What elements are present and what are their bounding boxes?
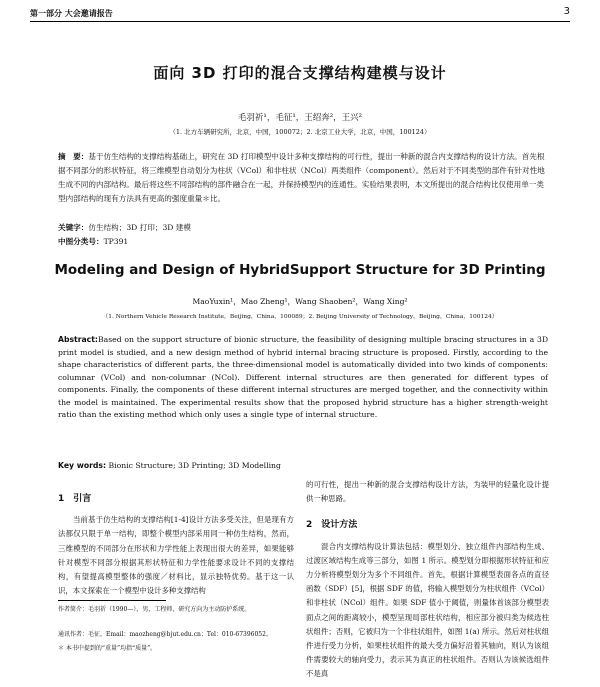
page-number: 3	[563, 6, 570, 17]
chinese-keywords-label: 关键字：	[58, 223, 89, 232]
footnote-rule	[58, 600, 166, 601]
classification-label: 中图分类号：	[58, 237, 104, 246]
footnote-weight-note: ＊ 本书中提到的“重量”均指“质量”。	[58, 645, 157, 652]
chinese-keywords	[58, 222, 548, 233]
chinese-affiliation: （1. 北方车辆研究所，北京，中国，100072；2. 北京工业大学，北京，中国，100124）	[169, 128, 431, 136]
english-abstract-text: Based on the support structure of bionic structure, the feasibility of designing multiple bracing structures in a 3D print model is studied, and a new design method of hybrid internal bracing structure is proposed. Firstly, according to the shape characteristics of different parts, the three-dimensional model is automatically divided into two kinds of components: columnar (VCol) and non-columnar (NCol). Different internal structures are then generated for different types of components. Finally, the components of these different internal structures are merged together, and the connectivity within the model is maintained. The experimental results show that the proposed hybrid structure has a higher strength-weight ratio than the existing method which only uses a single type of internal structure.	[58, 335, 548, 419]
left-column	[58, 492, 294, 598]
chinese-keywords-text: 仿生结构；3D 打印；3D 建模	[88, 223, 191, 232]
section-2-heading: 2 设计方法	[306, 520, 358, 531]
right-column	[306, 478, 549, 682]
classification-value: TP391	[103, 237, 129, 246]
chinese-abstract-label: 摘 要：	[58, 152, 89, 161]
english-keywords	[58, 461, 548, 470]
right-column-continuation: 的可行性，提出一种新的混合支撑结构设计方法，为装甲的轻量化设计提供一种思路。	[306, 480, 549, 504]
english-keywords-text: Bionic Structure; 3D Printing; 3D Modelling	[108, 461, 281, 470]
chinese-abstract	[58, 150, 548, 206]
footnote-author-bio: 作者简介：毛羽祈（1990—），男，工程师，研究方向为主动防护系统。	[58, 606, 251, 613]
english-keywords-label: Key words:	[58, 461, 107, 470]
section-2-paragraph: 混合内支撑结构设计算法包括：模型划分、独立组件内部结构生成、过渡区域结构生成等三部分，如图 1 所示。模型划分即根据形状特征和应力分析将模型划分为多个不同组件。首先，根据计算模型表面各点的直径函数（SDF）[5]，根据 SDF 的值，将输入模型划分为柱状组件（VCol）和非柱状（NCol）组件。如果 SDF 值小于阈值，则量体首该部分模型表面点之间的距离较小，模型呈现局部柱状结构，相应部分被归类为候选柱状组件；否则，它被归为一个非柱状组件，如图 1(a) 所示。然后对柱状组件进行受力分析，如果柱状组件的最大受力偏好沿着其轴向，则认为该组件需要较大的轴向受力，表示其为真正的柱状组件。否则认为该候选组件不是真	[306, 541, 549, 679]
english-authors: MaoYuxin¹，Mao Zheng¹，Wang Shaoben²，Wang Xing²	[192, 297, 408, 306]
section-1-heading: 1 引言	[58, 494, 92, 504]
footnote-corresponding-author: 通讯作者：毛征，Email：maozheng@bjut.edu.cn；Tel：010-67396052。	[58, 631, 272, 638]
english-affiliation: （1. Northern Vehicle Research Institute，Beijing，China，100089；2. Beijing University of Technology，Beijing，China，100124）	[102, 314, 498, 320]
english-title: Modeling and Design of HybridSupport Structure for 3D Printing	[54, 262, 546, 278]
chinese-authors: 毛羽祈¹，毛征¹，王绍奔²，王兴²	[237, 113, 363, 123]
section-1-paragraph: 当前基于仿生结构的支撑结构[1-4]设计方法多受关注，但是现有方法都仅只限于单一结构，即整个模型内部采用同一种仿生结构，然而，三维模型的不同部分在形状和力学性能上表现出很大的差异，如果能够针对模型不同部分根据其形状特征和力学性能要求设计不同的支撑结构，有望提高模型整体的强度／材料比，显示独特优势。基于这一认识，本文探索在一个模型中设计多种支撑结构	[58, 515, 294, 596]
section-label: 第一部分 大会邀请报告	[30, 9, 113, 18]
english-abstract	[58, 334, 548, 422]
english-abstract-label: Abstract:	[58, 335, 98, 344]
classification-number	[58, 236, 548, 247]
running-header	[30, 6, 570, 20]
chinese-abstract-text: 基于仿生结构的支撑结构基础上，研究在 3D 打印模型中设计多种支撑结构的可行性，提出一种新的混合内支撑结构的设计方法。首先根据不同部分的形状特征，将三维模型自动划分为柱状（VCol）和非柱状（NCol）两类组件（component）。然后对于不同类型的部件有针对性地生成不同的内部结构。最后将这些不同部结构的部件融合在一起，并保持模型内的连通性。实验结果表明，本文所提出的混合结构比仅使用单一类型内部结构的现有方法具有更高的强度重量＊比。	[58, 152, 545, 203]
header-rule	[30, 21, 570, 22]
chinese-title: 面向 3D 打印的混合支撑结构建模与设计	[153, 64, 447, 82]
